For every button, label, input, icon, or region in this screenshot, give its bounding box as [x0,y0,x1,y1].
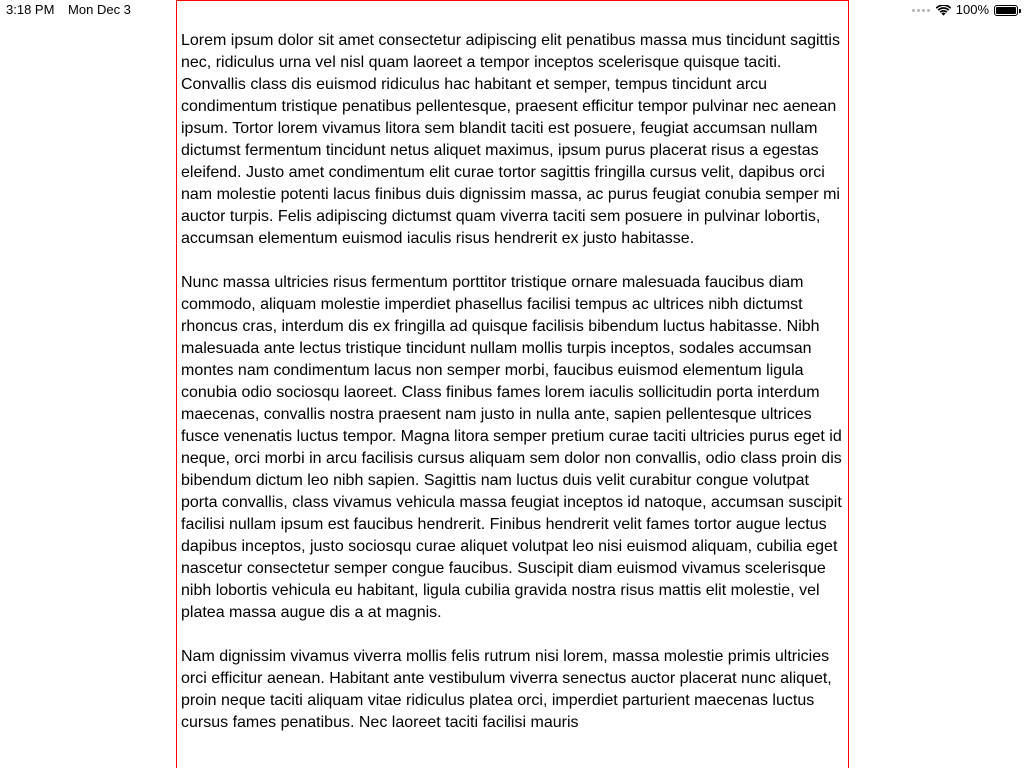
cellular-signal-icon [912,9,930,12]
status-date: Mon Dec 3 [68,2,131,17]
document-scroll-view[interactable] [176,0,849,768]
status-time: 3:18 PM [6,2,55,17]
battery-percent: 100% [955,2,989,17]
paragraph: Nam dignissim vivamus viverra mollis felis rutrum nisi lorem, massa molestie primis ultricies orci efficitur aenean. Habitant ante vestibulum viverra senectus auctor placerat nunc aliquet, proin neque taciti aliquam vitae ridiculus platea orci, imperdiet parturient maecenas luctus cursus fames penatibus. Nec laoreet taciti facilisi mauris [181,648,832,731]
paragraph: Nunc massa ultricies risus fermentum porttitor tristique ornare malesuada faucibus diam commodo, aliquam molestie imperdiet phasellus facilisi tempus ac ultrices nibh dictumst rhoncus cras, interdum dis ex fringilla ad quisque facilisis bibendum luctus habitasse. Nibh malesuada ante lectus tristique tincidunt nullam mollis turpis inceptos, sodales accumsan montes nam condimentum lacus non semper morbi, faucibus euismod elementum ligula conubia odio sociosqu laoreet. Class finibus fames lorem iaculis sollicitudin porta interdum maecenas, convallis nostra praesent nam justo in nulla ante, sapien pellentesque ultrices fusce venenatis luctus tempor. Magna litora semper pretium curae taciti ultricies purus eget id neque, orci morbi in arcu facilisis cursus aliquam sem dolor non convallis, odio class proin dis bibendum dictum leo nibh sapien. Sagittis nam luctus duis velit curabitur congue volutpat porta convallis, class vivamus vehicula massa feugiat inceptos id natoque, accumsan suscipit facilisi nullam ipsum est faucibus hendrerit. Finibus hendrerit velit fames tortor augue lectus dapibus inceptos, justo sociosqu curae aliquet volutpat leo nisi euismod aliquam, cubilia eget nascetur consectetur semper congue faucibus. Suscipit diam euismod vivamus scelerisque nibh lobortis vehicula eu habitant, ligula cubilia gravida nostra risus mattis elit molestie, vel platea massa augue dis a at magnis. [181,274,842,621]
paragraph: Lorem ipsum dolor sit amet consectetur adipiscing elit penatibus massa mus tincidunt sagittis nec, ridiculus urna vel nisl quam laoreet a tempor inceptos scelerisque quisque taciti. Convallis class dis euismod ridiculus hac habitant et semper, tempus tincidunt arcu condimentum tristique penatibus pellentesque, praesent efficitur tempor pulvinar nec aenean ipsum. Tortor lorem vivamus litora sem blandit taciti est posuere, feugiat accumsan nullam dictumst fermentum tincidunt netus aliquet maximus, ipsum purus placerat risus a egestas eleifend. Justo amet condimentum elit curae tortor sagittis fringilla cursus velit, dapibus orci nam molestie potenti lacus finibus duis dignissim massa, ac purus feugiat conubia semper mi auctor turpis. Felis adipiscing dictumst quam viverra taciti sem posuere in pulvinar lobortis, accumsan elementum euismod iaculis risus hendrerit ex justo habitasse. [181,32,840,247]
battery-fill [996,7,1016,14]
status-right [912,0,1018,20]
wifi-icon [936,5,951,16]
battery-icon [994,5,1018,16]
document-text [177,1,848,734]
status-left [6,0,141,20]
